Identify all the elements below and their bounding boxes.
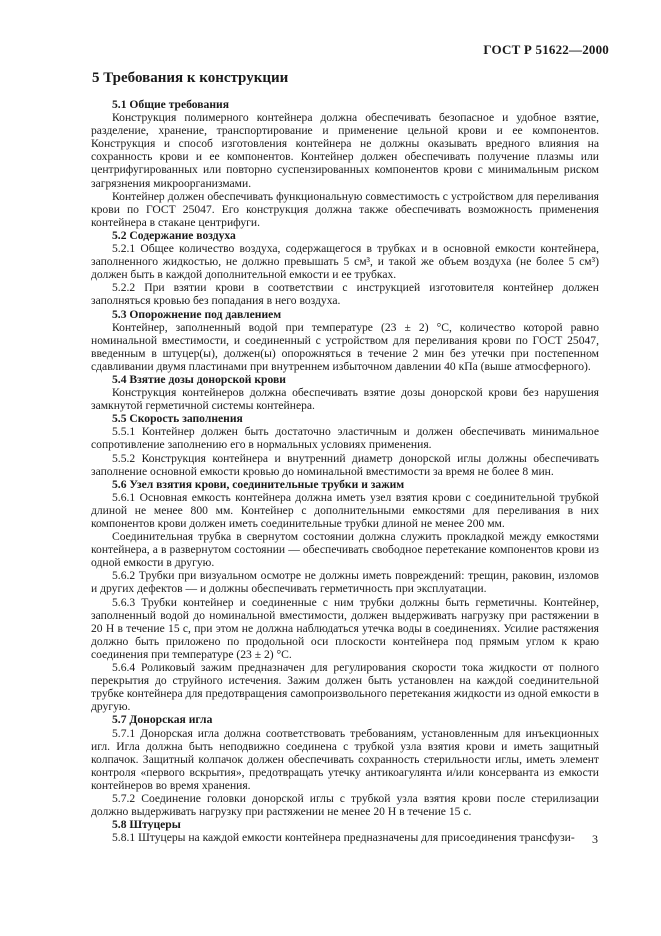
section-title: 5 Требования к конструкции	[92, 70, 289, 86]
paragraph: 5.2.1 Общее количество воздуха, содержащегося в трубках и в основной емкости контейнера, заполненного жидкостью, не должно превышать 5 см³, и такой же объем воздуха (не более 5 см³) должен быть в каждой дополнительной емкости и ее трубках.	[91, 242, 599, 282]
paragraph: 5.5.1 Контейнер должен быть достаточно эластичным и должен обеспечивать минимальное сопротивление заполнению его в нормальных условиях применения.	[91, 425, 599, 452]
subsection-heading: 5.1 Общие требования	[112, 98, 229, 111]
subsection-heading: 5.5 Скорость заполнения	[112, 412, 243, 426]
page-number: 3	[592, 832, 598, 846]
paragraph: 5.6.3 Трубки контейнер и соединенные с ним трубки должны быть герметичны. Контейнер, заполненный водой до номинальной вместимости, должен выдерживать нагрузку при растяжении в 20 Н в течение 15 с, при этом не должна наблюдаться утечка воды в соединениях. Усилие растяжения должно быть приложено по продольной оси плоскости контейнера под прямым углом к краю соединения при температуре (23 ± 2) °С.	[91, 595, 599, 661]
paragraph: 5.6.1 Основная емкость контейнера должна иметь узел взятия крови с соединительной трубкой длиной не менее 800 мм. Контейнер с дополнительными емкостями для переливания в них компонентов крови должен иметь соединительные трубки длиной не менее 200 мм.	[91, 490, 599, 530]
paragraph: Контейнер должен обеспечивать функциональную совместимость с устройством для переливания крови по ГОСТ 25047. Его конструкция должна также обеспечивать возможность применения контейнера в стакане центрифуги.	[91, 189, 599, 229]
paragraph: 5.6.4 Роликовый зажим предназначен для регулирования скорости тока жидкости от полного перекрытия до струйного истечения. Зажим должен быть установлен на каждой соединительной трубке контейнера для предотвращения самопроизвольного перетекания жидкости из одной емкости в другую.	[91, 661, 599, 714]
subsection-heading: 5.7 Донорская игла	[112, 713, 213, 727]
paragraph: Контейнер, заполненный водой при температуре (23 ± 2) °С, количество которой равно номинальной вместимости, и соединенный с устройством для переливания крови по ГОСТ 25047, введенным в штуцер(ы), должен(ы) опорожняться в течение 2 мин без утечки при постепенном сдавливании двумя пластинами при внутреннем избыточном давлении 40 кПа (выше атмосферного).	[91, 320, 599, 373]
subsection-heading: 5.8 Штуцеры	[112, 818, 181, 832]
paragraph: 5.5.2 Конструкция контейнера и внутренний диаметр донорской иглы должны обеспечивать заполнение основной емкости кровью до номинальной вместимости за время не более 8 мин.	[91, 451, 599, 478]
subsection-heading: 5.3 Опорожнение под давлением	[112, 307, 282, 321]
document-body	[91, 98, 599, 844]
paragraph: Соединительная трубка в свернутом состоянии должна служить прокладкой между емкостями контейнера, а в развернутом состоянии — обеспечивать свободное перетекание компонентов крови из одной емкости в другую.	[91, 530, 599, 570]
subsection-heading: 5.4 Взятие дозы донорской крови	[112, 372, 286, 386]
paragraph: 5.7.2 Соединение головки донорской иглы с трубкой узла взятия крови после стерилизации должно выдерживать нагрузку при растяжении не менее 20 Н в течение 15 с.	[91, 791, 599, 819]
paragraph: 5.8.1 Штуцеры на каждой емкости контейнера предназначены для присоединения трансфузи-	[112, 831, 575, 845]
subsection-heading: 5.2 Содержание воздуха	[112, 228, 236, 242]
paragraph: 5.2.2 При взятии крови в соответствии с инструкцией изготовителя контейнер должен заполняться кровью без попадания в него воздуха.	[91, 281, 599, 308]
paragraph: Конструкция контейнеров должна обеспечивать взятие дозы донорской крови без нарушения замкнутой герметичной системы контейнера.	[91, 386, 599, 413]
paragraph: 5.7.1 Донорская игла должна соответствовать требованиям, установленным для инъекционных игл. Игла должна быть неподвижно соединена с трубкой узла взятия крови и иметь защитный колпачок. Защитный колпачок должен обеспечивать сохранность стерильности иглы, иметь элемент контроля «первого вскрытия», предотвращать утечку антикоагулянта и/или консерванта из емкости контейнеров во время хранения.	[91, 726, 599, 792]
paragraph: Конструкция полимерного контейнера должна обеспечивать безопасное и удобное взятие, разделение, хранение, транспортирование и применение цельной крови и ее компонентов. Конструкция и способ изготовления контейнера не должны оказывать вредного влияния на сохранность крови и ее компонентов. Контейнер должен обеспечивать получение плазмы или центрифугированных или повторно суспензированных компонентов крови с минимальным риском загрязнения микроорганизмами.	[91, 111, 599, 190]
standard-header: ГОСТ Р 51622—2000	[483, 42, 609, 57]
paragraph: 5.6.2 Трубки при визуальном осмотре не должны иметь повреждений: трещин, раковин, изломов и других дефектов — и должны обеспечивать герметичность при эксплуатации.	[91, 569, 599, 596]
subsection-heading: 5.6 Узел взятия крови, соединительные трубки и зажим	[112, 477, 405, 491]
